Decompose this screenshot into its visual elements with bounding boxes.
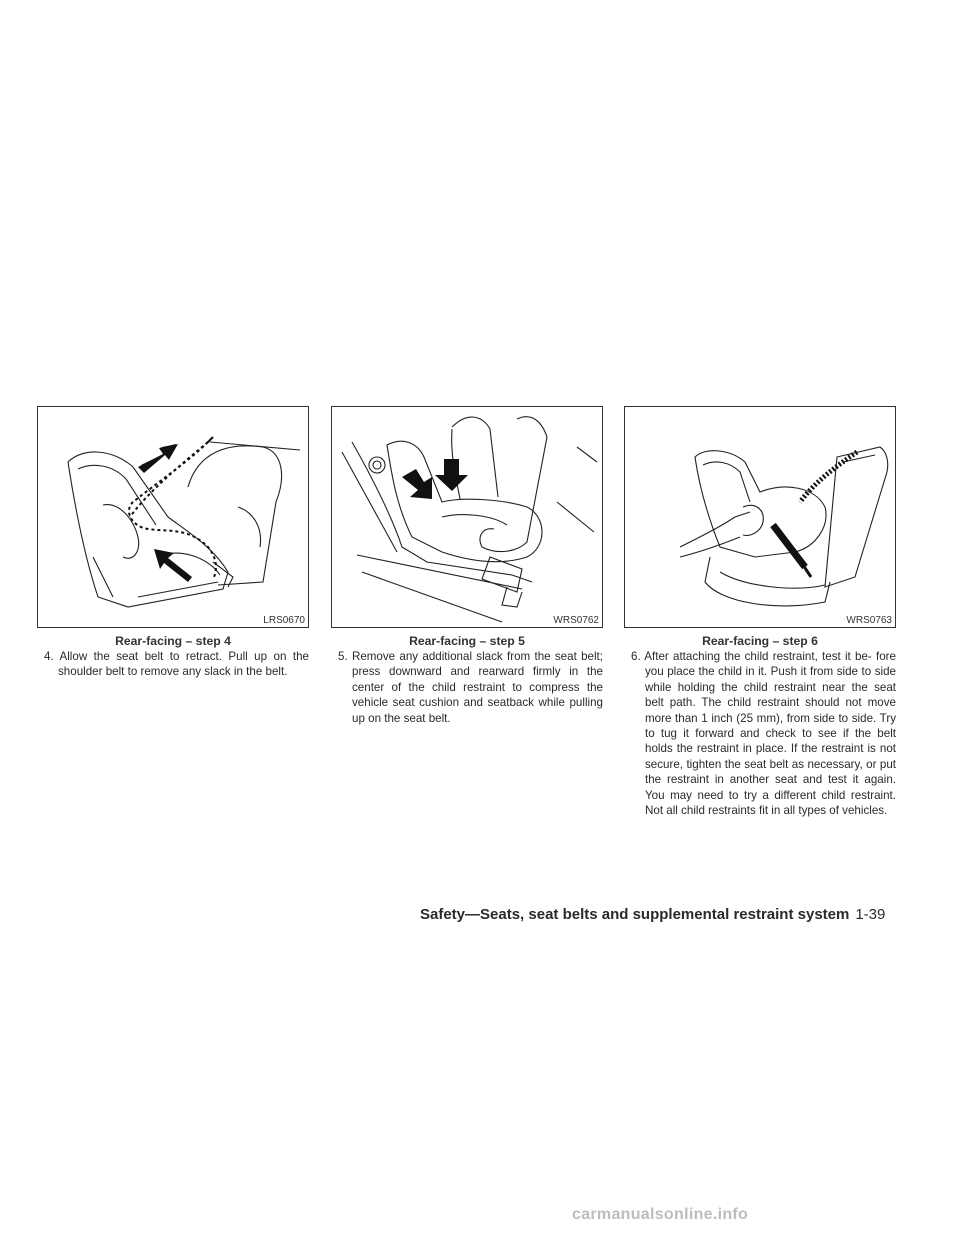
step-6-text: 6. After attaching the child restraint, test it be- fore you place the child in it. Push it from side to side while holding the child restraint near the seat belt path. The child restraint should not move more than 1 inch (25 mm), from side to side. Try to tug it forward and check to see if the belt holds the restraint in place. If the restraint is not secure, tighten the seat belt as necessary, or put the restraint in another seat and test it again. You may need to try a different child restraint. Not all child restraints fit in all types of vehicles. — [631, 650, 896, 818]
figure-caption: Rear-facing – step 4 — [115, 634, 231, 648]
page-number: 1-39 — [855, 906, 886, 923]
figure-code: WRS0762 — [553, 615, 599, 626]
figure-code: WRS0763 — [846, 615, 892, 626]
section-title: Safety—Seats, seat belts and supplemental restraint system — [420, 906, 850, 923]
figure-code: LRS0670 — [263, 615, 305, 626]
figure-caption: Rear-facing – step 5 — [409, 634, 525, 648]
child-seat-test-illustration-step-6 — [625, 407, 895, 627]
column-step-4 — [37, 406, 309, 691]
column-step-5 — [331, 406, 603, 738]
child-seat-press-illustration-step-5 — [332, 407, 602, 627]
watermark: carmanualsonline.info — [572, 1206, 749, 1223]
figure-step-4 — [37, 406, 309, 628]
figure-step-5 — [331, 406, 603, 628]
figure-caption: Rear-facing – step 6 — [702, 634, 818, 648]
step-4-text: 4. Allow the seat belt to retract. Pull up on the shoulder belt to remove any slack in the belt. — [44, 650, 309, 679]
column-step-6 — [624, 406, 896, 830]
page-footer — [420, 906, 924, 923]
step-5-text: 5. Remove any additional slack from the seat belt; press downward and rearward firmly in the center of the child restraint to compress the vehicle seat cushion and seatback while pulling up on the seat belt. — [338, 650, 603, 725]
child-seat-belt-illustration-step-4 — [38, 407, 308, 627]
figure-step-6 — [624, 406, 896, 628]
